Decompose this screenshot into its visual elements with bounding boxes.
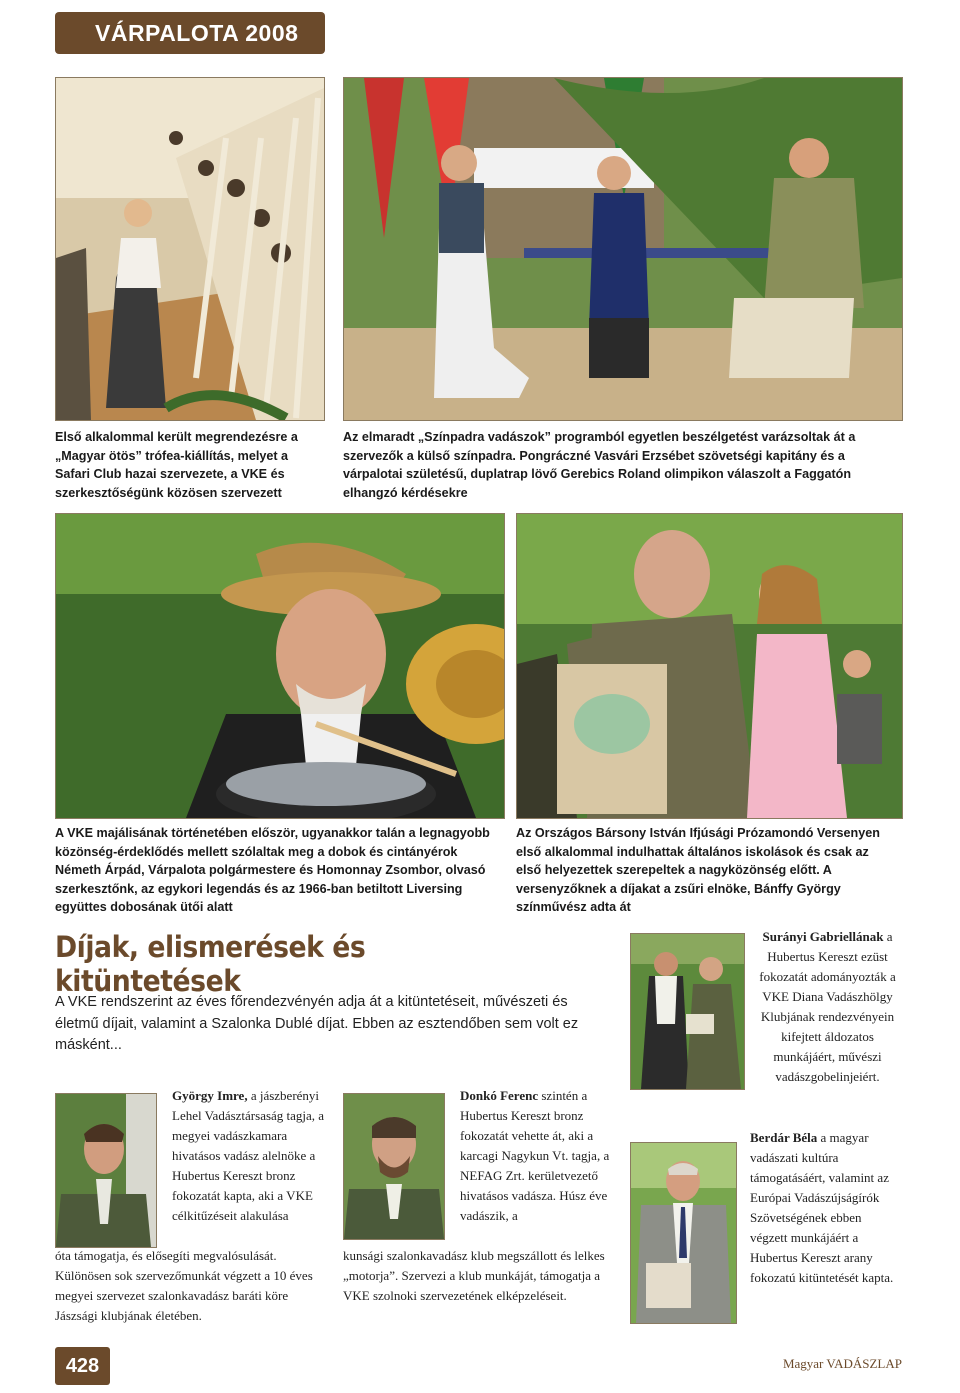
photo-suranyi-gabriella (630, 933, 745, 1090)
page-number: 428 (55, 1347, 110, 1385)
photo-recitation-award (516, 513, 903, 819)
portrait-donko-ferenc (343, 1093, 445, 1240)
name-gyorgy-imre: György Imre, (172, 1088, 248, 1103)
magazine-name: Magyar VADÁSZLAP (782, 1356, 902, 1371)
photo-stage-interview (343, 77, 903, 421)
text-gyorgy-imre-b: óta támogatja, és elősegíti megvalósulását. Különösen sok szervezőmunkát végzett a 10 éves megyei szervezet szalonkavadász baráti köre Jászsági klubjának életében. (55, 1248, 313, 1323)
portrait-gyorgy-imre (55, 1093, 157, 1248)
name-berdar-bela: Berdár Béla (750, 1130, 818, 1145)
photo-trophy-exhibition (55, 77, 325, 421)
text-suranyi-gabriella (755, 927, 900, 1087)
article-lead: A VKE rendszerint az éves főrendezvényén adja át a kitüntetéseit, művészeti és életmű díjait, valamint a Szalonka Dublé díjat. Ebben az esztendőben sem volt ez másként... (55, 994, 579, 1053)
text-gyorgy-imre-a (172, 1086, 327, 1226)
photo-berdar-bela (630, 1142, 737, 1324)
page-section-title: VÁRPALOTA 2008 (55, 12, 325, 54)
text-berdar-bela (750, 1128, 900, 1288)
text-donko-ferenc-a (460, 1086, 615, 1226)
caption-stage-interview: Az elmaradt „Színpadra vadászok” programból egyetlen beszélgetést varázsoltak át a szervezők a külső színpadra. Pongráczné Vasvári Erzsébet szövetségi kapitány és a várpalotai születésű, duplatrap lövő Gerebics Roland olimpikon válaszolt a Faggatón elhangzó kérdésekre (343, 430, 856, 500)
photo-drummer (55, 513, 505, 819)
name-suranyi-gabriella: Surányi Gabriellának (762, 929, 884, 944)
text-berdar-body: a magyar vadászati kultúra támogatásáért, valamint az Európai Vadászújságírók Szövetségének ebben végzett munkájáért a Hubertus Kereszt arany fokozatú kitüntetését kapta. (750, 1130, 894, 1285)
text-donko-ferenc-b: kunsági szalonkavadász klub megszállott és lelkes „motorja”. Szervezi a klub munkáját, támogatja a VKE szolnoki szervezetének elképzeléseit. (343, 1248, 605, 1303)
article-headline: Díjak, elismerések és kitüntetések (55, 930, 366, 998)
caption-drummer: A VKE majálisának történetében először, ugyanakkor talán a legnagyobb közönség-érdeklődés mellett szólaltak meg a dobok és cintányérok Németh Árpád, Várpalota polgármestere és Homonnay Zsombor, olvasó szerkesztőnk, az egykori legendás és az 1966-ban betiltott Liversing együttes dobosának ütői alatt (55, 826, 490, 914)
caption-recitation-award: Az Országos Bársony István Ifjúsági Prózamondó Versenyen első alkalommal indulhattak általános iskolások és csak az első helyezettek szerepeltek a nagyközönség előtt. A versenyzőknek a díjakat a zsűri elnöke, Bánffy György színművész adta át (516, 826, 880, 914)
text-gyorgy-imre-body: a jászberényi Lehel Vadásztársaság tagja, a megyei vadászkamara hivatásos vadász alelnöke a Hubertus Kereszt bronz fokozatát kapta, aki a VKE célkitűzéseit alakulása (172, 1088, 325, 1223)
caption-trophy-exhibition: Első alkalommal került megrendezésre a „Magyar ötös” trófea-kiállítás, melyet a Safari Club hazai szervezete, a VKE és szerkesztőségünk közösen szervezett (55, 430, 298, 500)
name-donko-ferenc: Donkó Ferenc (460, 1088, 539, 1103)
text-suranyi-body: a Hubertus Kereszt ezüst fokozatát adományozták a VKE Diana Vadászhölgy Klubjának rendezvényein kifejtett áldozatos munkájáért, művészi vadászgobelinjeiért. (759, 929, 896, 1084)
text-donko-ferenc-body: szintén a Hubertus Kereszt bronz fokozatát vehette át, aki a karcagi Nagykun Vt. tagja, a NEFAG Zrt. kerületvezető hivatásos vadásza. Húsz éve vadászik, a (460, 1088, 610, 1223)
